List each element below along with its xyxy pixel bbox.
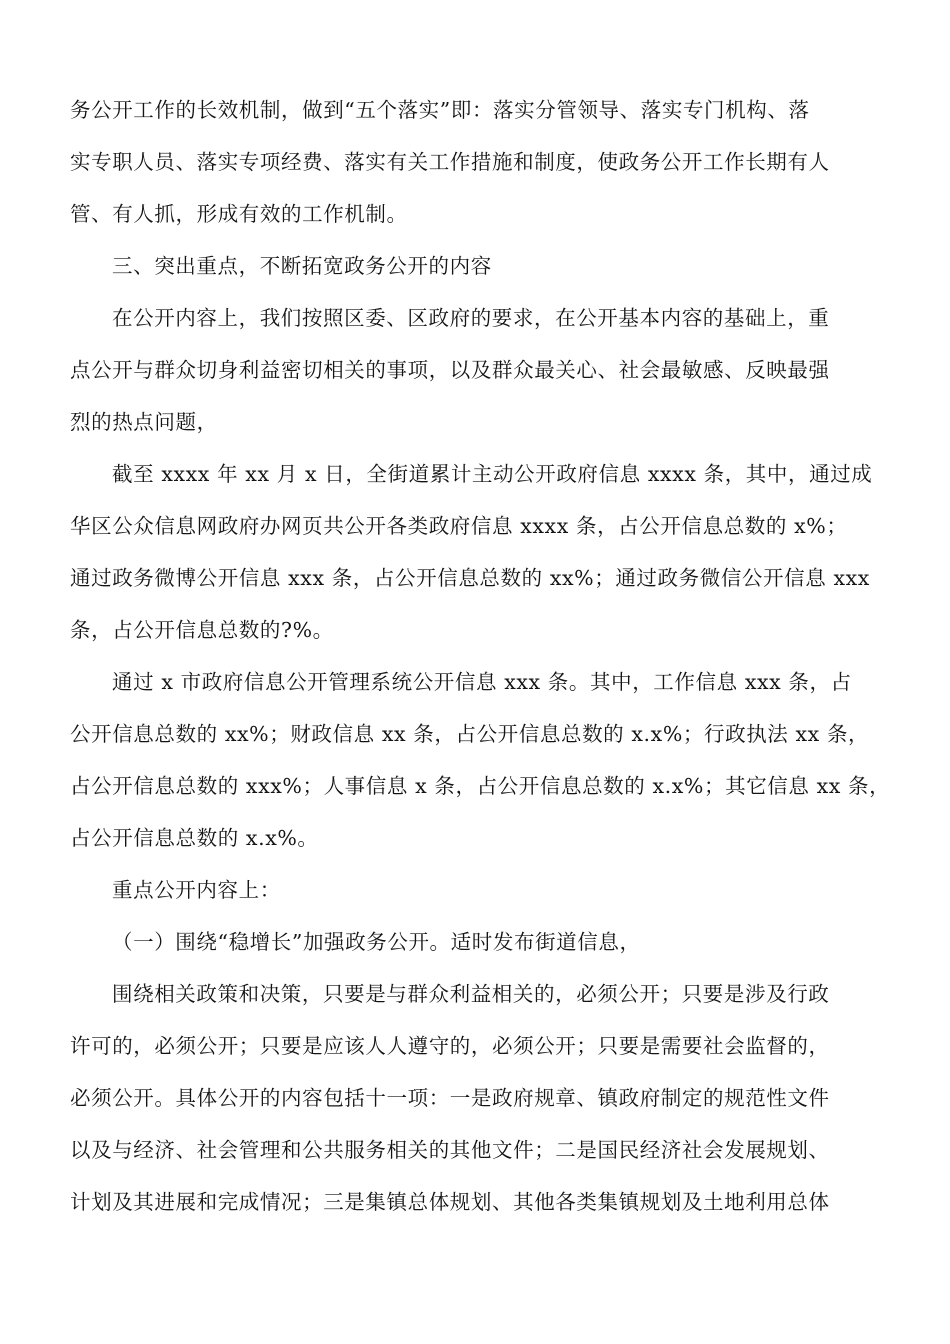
text-line: 许可的，必须公开；只要是应该人人遵守的，必须公开；只要是需要社会监督的， (70, 1034, 830, 1058)
text-line: 点公开与群众切身利益密切相关的事项，以及群众最关心、社会最敏感、反映最强 (70, 358, 830, 382)
text-line: 通过 x 市政府信息公开管理系统公开信息 xxx 条。其中，工作信息 xxx 条，占 (112, 670, 852, 694)
text-line: 截至 xxxx 年 xx 月 x 日，全街道累计主动公开政府信息 xxxx 条，其中，通过成 (112, 462, 873, 486)
text-line: 计划及其进展和完成情况；三是集镇总体规划、其他各类集镇规划及土地利用总体 (70, 1190, 830, 1214)
text-line: 占公开信息总数的 xxx%；人事信息 x 条，占公开信息总数的 x.x%；其它信息 xx 条， (70, 774, 891, 798)
text-line: 必须公开。具体公开的内容包括十一项：一是政府规章、镇政府制定的规范性文件 (70, 1086, 830, 1110)
text-line: 管、有人抓，形成有效的工作机制。 (70, 202, 408, 226)
subsection-heading: （一）围绕“稳增长”加强政务公开。适时发布街道信息， (112, 930, 641, 954)
text-line: 占公开信息总数的 x.x%。 (70, 826, 319, 850)
text-line: 条，占公开信息总数的?%。 (70, 618, 334, 642)
section-heading: 三、突出重点，不断拓宽政务公开的内容 (112, 254, 492, 278)
text-line: 通过政务微博公开信息 xxx 条，占公开信息总数的 xx%；通过政务微信公开信息 xxx (70, 566, 870, 590)
text-line: 实专职人员、落实专项经费、落实有关工作措施和制度，使政务公开工作长期有人 (70, 150, 830, 174)
text-line: 以及与经济、社会管理和公共服务相关的其他文件；二是国民经济社会发展规划、 (70, 1138, 830, 1162)
text-line: 公开信息总数的 xx%；财政信息 xx 条，占公开信息总数的 x.x%；行政执法 xx 条， (70, 722, 870, 746)
text-line: 重点公开内容上： (112, 878, 281, 902)
text-line: 烈的热点问题， (70, 410, 218, 434)
text-line: 在公开内容上，我们按照区委、区政府的要求，在公开基本内容的基础上，重 (112, 306, 830, 330)
text-line: 华区公众信息网政府办网页共公开各类政府信息 xxxx 条，占公开信息总数的 x%； (70, 514, 848, 538)
document-body (70, 84, 891, 1228)
text-line: 务公开工作的长效机制，做到“五个落实”即：落实分管领导、落实专门机构、落 (70, 98, 810, 122)
text-line: 围绕相关政策和决策，只要是与群众利益相关的，必须公开；只要是涉及行政 (112, 982, 830, 1006)
